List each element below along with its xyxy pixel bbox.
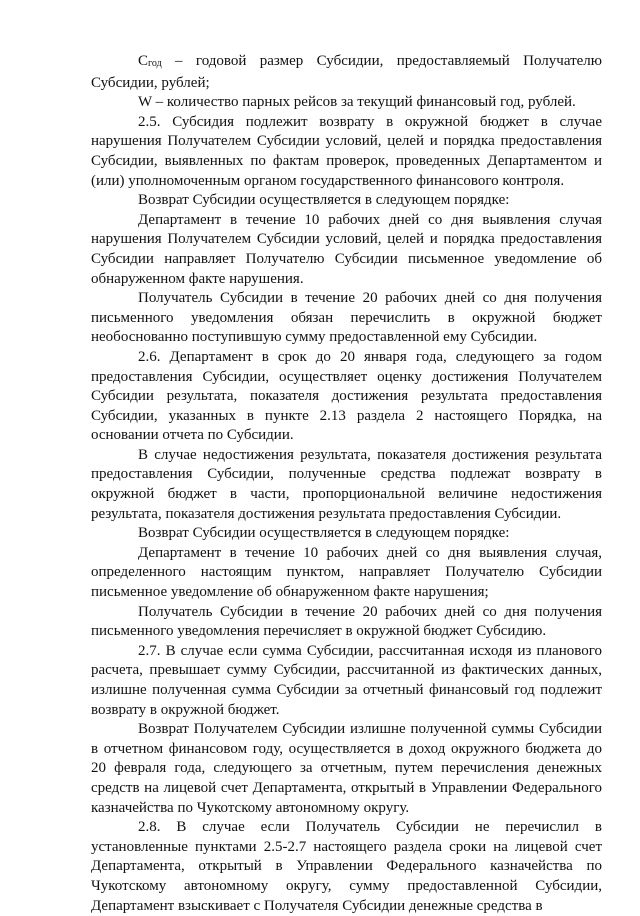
paragraph-return-order-2: Возврат Субсидии осуществляется в следующем порядке: xyxy=(138,525,510,542)
paragraph-return-order-1: Возврат Субсидии осуществляется в следующем порядке: xyxy=(138,192,510,209)
paragraph-2-7: 2.7. В случае если сумма Субсидии, рассчитанная исходя из планового расчета, превышает сумму Субсидии, рассчитанной из фактических данных, излишне полученная сумма Субсидии за отчетный финансовый год подлежит возврату в окружной бюджет. xyxy=(91,642,602,718)
paragraph-recipient-transfer-1: Получатель Субсидии в течение 20 рабочих дней со дня получения письменного уведомления обязан перечислить в окружной бюджет необоснованно поступившую сумму предоставленной ему Субсидии. xyxy=(91,290,602,346)
paragraph-department-notice-2: Департамент в течение 10 рабочих дней со дня выявления случая, определенного настоящим пунктом, направляет Получателю Субсидии письменное уведомление об обнаруженном факте нарушения; xyxy=(91,544,602,601)
cgod-symbol: С xyxy=(138,53,149,69)
document-page xyxy=(91,52,602,916)
paragraph-recipient-transfer-2: Получатель Субсидии в течение 20 рабочих дней со дня получения письменного уведомления перечисляет в окружной бюджет Субсидию. xyxy=(91,603,602,640)
paragraph-excess-return: Возврат Получателем Субсидии излишне полученной суммы Субсидии в отчетном финансовом году, осуществляется в доход окружного бюджета до 20 февраля года, следующего за отчетным, путем перечисления денежных средств на лицевой счет Департамента, открытый в Управлении Федерального казначейства по Чукотскому автономному округу. xyxy=(91,721,602,816)
paragraph-department-notice-1: Департамент в течение 10 рабочих дней со дня выявления случая нарушения Получателем Субсидии условий, целей и порядка предоставления Субсидии направляет Получателю Субсидии письменное уведомление об обнаруженном факте нарушения. xyxy=(91,211,602,287)
paragraph-cgod-definition xyxy=(91,52,602,93)
paragraph-2-8: 2.8. В случае если Получатель Субсидии не перечислил в установленные пунктами 2.5-2.7 настоящего раздела сроки на лицевой счет Департамента, открытый в Управлении Федерального казначейства по Чукотскому автономному округу, сумму предоставленной Субсидии, Департамент взыскивает с Получателя Субсидии денежные средства в xyxy=(91,819,602,914)
cgod-subscript: год xyxy=(148,58,162,69)
paragraph-2-5: 2.5. Субсидия подлежит возврату в окружной бюджет в случае нарушения Получателем Субсидии условий, целей и порядка предоставления Субсидии, выявленных по фактам проверок, проведенных Департаментом и (или) уполномоченным органом государственного финансового контроля. xyxy=(91,113,602,189)
cgod-definition-text: – годовой размер Субсидии, предоставляемый Получателю Субсидии, рублей; xyxy=(91,53,602,91)
paragraph-w-definition: W – количество парных рейсов за текущий финансовый год, рублей. xyxy=(138,94,576,111)
paragraph-2-6: 2.6. Департамент в срок до 20 января года, следующего за годом предоставления Субсидии, осуществляет оценку достижения Получателем Субсидии результата, показателя достижения результата предоставления Субсидии, указанных в пункте 2.13 раздела 2 настоящего Порядка, на основании отчета по Субсидии. xyxy=(91,348,602,444)
paragraph-non-achievement: В случае недостижения результата, показателя достижения результата предоставления Субсидии, полученные средства подлежат возврату в окружной бюджет в части, пропорциональной величине недостижения результата, показателя достижения результата предоставления Субсидии. xyxy=(91,446,602,522)
